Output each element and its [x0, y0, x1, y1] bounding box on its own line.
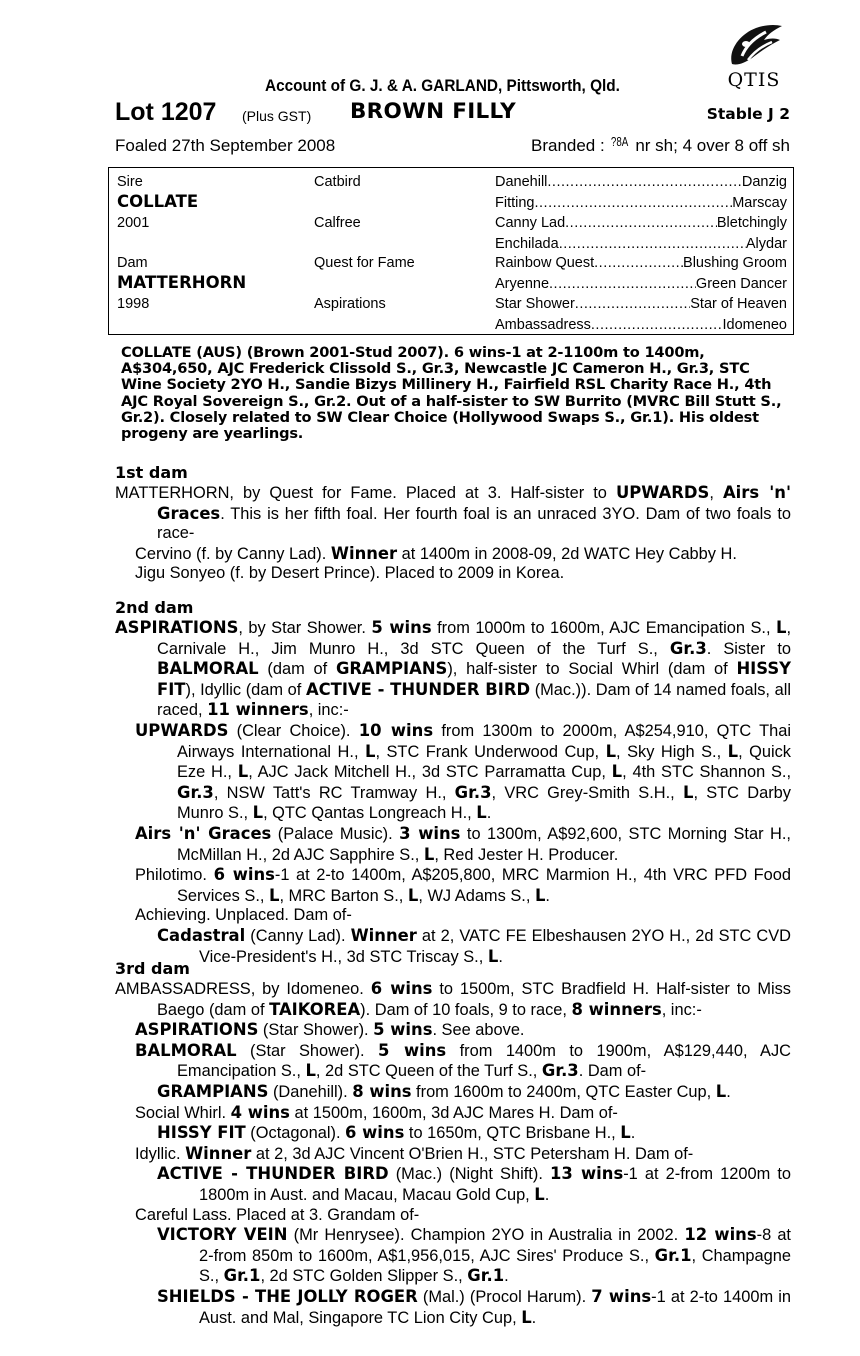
bold-text: L: [715, 1081, 727, 1101]
bold-text: UPWARDS: [135, 720, 229, 740]
branded-details: nr sh; 4 over 8 off sh: [635, 136, 790, 155]
pedigree-entry: [115, 721, 791, 824]
greatgrand-row: [495, 174, 787, 191]
entry-text: at 2, 3d AJC Vincent O'Brien H., STC Petersham H. Dam of-: [251, 1144, 694, 1163]
bold-text: L: [534, 885, 546, 905]
greatgrand-dam: Bletchingly: [716, 215, 787, 231]
entry-text: MATTERHORN, by Quest for Fame. Placed at 3. Half-sister to: [115, 484, 616, 502]
sire-label: Sire: [117, 174, 143, 190]
entry-text: Idyllic.: [135, 1144, 186, 1163]
bold-text: BALMORAL: [157, 659, 259, 679]
bold-text: 10 wins: [358, 720, 434, 740]
greatgrand-row: [495, 317, 787, 334]
bold-text: 8 winners: [571, 999, 662, 1019]
bold-text: L: [727, 741, 739, 761]
entry-text: (Mac.) (Night Shift).: [388, 1165, 550, 1184]
bold-text: L: [521, 1307, 532, 1327]
bold-text: ACTIVE - THUNDER BIRD: [157, 1164, 389, 1184]
entry-text: Achieving. Unplaced. Dam of-: [135, 906, 352, 925]
entry-text: at 1500m, 1600m, 3d AJC Mares H. Dam of-: [289, 1103, 618, 1122]
pedigree-table: [108, 167, 794, 335]
pedigree-entry: [115, 906, 791, 926]
entry-text: . Sister to: [706, 639, 791, 658]
entry-text: -8 at 2-from 850m to 1600m, A$1,956,015, AJC Sires' Produce S.,: [199, 1226, 791, 1265]
bold-text: 3 wins: [399, 823, 461, 843]
bold-text: L: [611, 762, 623, 782]
bold-text: L: [775, 618, 787, 637]
qtis-logo: [718, 20, 790, 96]
bold-text: Gr.1: [654, 1245, 692, 1265]
third-dam-entries: [115, 979, 791, 1328]
greatgrand-sire: Star Shower: [495, 296, 575, 312]
entry-text: , 4th STC Shannon S.,: [622, 763, 791, 782]
entry-text: , Carnivale H., Jim Munro H., 3d STC Queen of the Turf S.,: [157, 619, 791, 658]
entry-text: -1 at 2-to 1400m in Aust. and Mal, Singapore TC Lion City Cup,: [199, 1287, 791, 1327]
entry-text: at 2, VATC FE Elbeshausen 2YO H., 2d STC CVD Vice-President's H., 3d STC Triscay S.,: [199, 926, 791, 966]
pedigree-entry: [115, 1020, 791, 1041]
entry-text: from 1000m to 1600m, AJC Emancipation S.,: [431, 619, 776, 637]
bold-text: L: [305, 1061, 316, 1081]
foaled-date: Foaled 27th September 2008: [115, 136, 336, 155]
greatgrand-row: [495, 276, 787, 293]
logo-text: QTIS: [727, 69, 781, 91]
entry-text: , NSW Tatt's RC Tramway H.,: [213, 783, 455, 802]
pedigree-entry: [115, 483, 791, 544]
entry-text: to 1300m, A$92,600, STC Morning Star H., McMillan H., 2d AJC Sapphire S.,: [177, 824, 791, 864]
first-dam-entries: [115, 483, 791, 584]
bold-text: GRAMPIANS: [157, 1081, 269, 1101]
sire-sire: Catbird: [314, 174, 361, 190]
entry-text: . This is her fifth foal. Her fourth foal is an unraced 3YO. Dam of two foals to race-: [157, 504, 791, 543]
entry-text: .: [531, 1308, 537, 1327]
bold-text: Gr.3: [454, 782, 492, 802]
pedigree-entry: [115, 824, 791, 865]
second-dam-heading: 2nd dam: [115, 598, 194, 617]
entry-text: , MRC Barton S.,: [279, 886, 408, 905]
entry-text: ), half-sister to Social Whirl (dam of: [447, 660, 737, 679]
entry-text: , Quick Eze H.,: [177, 742, 792, 782]
greatgrand-dam: Blushing Groom: [683, 255, 787, 271]
pedigree-entry: [115, 1287, 791, 1328]
bold-text: L: [252, 803, 264, 823]
pedigree-entry: [115, 1164, 791, 1205]
entry-text: -1 at 2-from 1200m to 1800m in Aust. and Macau, Macau Gold Cup,: [199, 1165, 791, 1204]
entry-text: from 1300m to 2000m, A$254,910, QTC Thai Airways International H.,: [177, 721, 792, 761]
bold-text: 12 wins: [684, 1225, 757, 1245]
bold-text: L: [407, 885, 419, 905]
lot-line: [115, 98, 790, 128]
pedigree-entry: [115, 865, 791, 906]
bold-text: Airs 'n' Graces: [135, 823, 272, 843]
greatgrand-row: [495, 195, 787, 212]
bold-text: Airs 'n' Graces: [157, 483, 791, 523]
greatgrand-dam: Idomeneo: [722, 316, 787, 333]
dam-sire: Quest for Fame: [314, 255, 415, 271]
greatgrand-dam: Green Dancer: [695, 275, 787, 292]
plus-gst-note: (Plus GST): [242, 108, 312, 124]
entry-text: to 1650m, QTC Brisbane H.,: [404, 1124, 621, 1143]
bold-text: Gr.3: [541, 1061, 579, 1081]
qtis-horse-head-icon: [722, 20, 786, 70]
entry-text: . See above.: [432, 1021, 525, 1040]
bold-text: BALMORAL: [135, 1040, 237, 1060]
bold-text: Gr.3: [177, 782, 214, 802]
entry-text: , inc:-: [308, 701, 349, 720]
entry-text: Careful Lass. Placed at 3. Grandam of-: [135, 1205, 420, 1224]
pedigree-entry: [115, 618, 791, 721]
greatgrand-sire: Ambassadress: [495, 316, 591, 333]
entry-text: , inc:-: [661, 1000, 702, 1019]
bold-text: Winner: [330, 543, 398, 563]
bold-text: L: [476, 803, 487, 823]
bold-text: 4 wins: [230, 1102, 290, 1122]
entry-text: .: [544, 1185, 550, 1204]
pedigree-entry: [115, 979, 791, 1020]
entry-text: (Mal.) (Procol Harum).: [417, 1287, 592, 1306]
bold-text: L: [365, 741, 376, 761]
bold-text: Gr.3: [669, 638, 707, 658]
lot-number: Lot 1207: [115, 98, 217, 126]
bold-text: ASPIRATIONS: [115, 618, 239, 637]
bold-text: 13 wins: [549, 1164, 624, 1184]
pedigree-entry: [115, 1225, 791, 1287]
entry-text: ,: [709, 484, 723, 502]
first-dam-section: [115, 463, 791, 584]
first-dam-heading: 1st dam: [115, 463, 188, 482]
entry-text: , 2d STC Golden Slipper S.,: [260, 1267, 468, 1286]
greatgrand-sire: Danehill: [495, 174, 548, 190]
entry-text: Jigu Sonyeo (f. by Desert Prince). Placed to 2009 in Korea.: [135, 564, 565, 583]
bold-text: 6 wins: [345, 1123, 405, 1143]
greatgrand-sire: Rainbow Quest: [495, 255, 595, 271]
entry-text: (Mac.)). Dam of 14 named foals, all raced,: [157, 680, 791, 720]
bold-text: 7 wins: [591, 1286, 652, 1306]
entry-text: -1 at 2-to 1400m, A$205,800, MRC Marmion H., 4th VRC PFD Food Services S.,: [177, 866, 791, 905]
bold-text: L: [534, 1184, 545, 1204]
bold-text: TAIKOREA: [269, 999, 361, 1019]
third-dam-section: [115, 959, 791, 1328]
greatgrand-dam: Marscay: [732, 194, 787, 211]
entry-text: (Palace Music).: [271, 824, 400, 843]
pedigree-entry: [115, 1041, 791, 1082]
entry-text: , Champagne S.,: [199, 1246, 791, 1286]
bold-text: L: [487, 946, 499, 966]
entry-text: Philotimo.: [135, 866, 214, 885]
bold-text: 5 wins: [373, 1020, 433, 1040]
bold-text: L: [269, 885, 280, 905]
vendor-account: Account of G. J. & A. GARLAND, Pittsworth, Qld.: [265, 77, 620, 95]
dam-name: MATTERHORN: [117, 273, 247, 292]
bold-text: HISSY FIT: [157, 1123, 246, 1143]
entry-text: .: [504, 1267, 509, 1286]
entry-text: ), Idyllic (dam of: [185, 680, 306, 699]
pedigree-entry: [115, 1123, 791, 1144]
entry-text: , 2d STC Queen of the Turf S.,: [315, 1062, 542, 1081]
entry-text: .: [630, 1124, 636, 1143]
bold-text: 5 wins: [378, 1040, 447, 1060]
greatgrand-row: [495, 215, 787, 232]
pedigree-entry: [115, 1103, 791, 1124]
bold-text: Winner: [350, 925, 417, 945]
sire-dam: Calfree: [314, 215, 361, 231]
entry-text: .: [486, 804, 492, 823]
stable-number: Stable J 2: [706, 105, 790, 123]
pedigree-entry: [115, 544, 791, 565]
entry-text: (Danehill).: [268, 1082, 353, 1101]
entry-text: (Canny Lad).: [245, 926, 351, 945]
entry-text: Cervino (f. by Canny Lad).: [135, 544, 331, 563]
greatgrand-dam: Alydar: [745, 235, 787, 252]
bold-text: L: [682, 782, 694, 802]
greatgrand-sire: Fitting: [495, 194, 535, 211]
entry-text: from 1600m to 2400m, QTC Easter Cup,: [411, 1082, 716, 1101]
bold-text: Cadastral: [157, 925, 246, 945]
bold-text: L: [605, 741, 617, 761]
bold-text: 5 wins: [371, 618, 432, 637]
second-dam-section: [115, 598, 791, 967]
branded-label: Branded :: [530, 136, 605, 155]
entry-text: , WJ Adams S.,: [418, 886, 535, 905]
pedigree-entry: [115, 1144, 791, 1165]
sire-name: COLLATE: [117, 192, 199, 211]
greatgrand-sire: Aryenne: [495, 275, 550, 292]
entry-text: , VRC Grey-Smith S.H.,: [491, 783, 683, 802]
entry-text: (dam of: [258, 660, 336, 679]
entry-text: , Red Jester H. Producer.: [434, 845, 619, 864]
greatgrand-row: [495, 255, 787, 272]
entry-text: ). Dam of 10 foals, 9 to race,: [360, 1000, 572, 1019]
bold-text: Gr.1: [223, 1266, 261, 1286]
bold-text: UPWARDS: [615, 483, 710, 502]
entry-text: , STC Frank Underwood Cup,: [375, 742, 606, 761]
entry-text: (Star Shower).: [236, 1041, 379, 1060]
entry-text: (Octagonal).: [245, 1124, 346, 1143]
entry-text: .: [498, 947, 503, 966]
greatgrand-row: [495, 296, 787, 313]
bold-text: VICTORY VEIN: [157, 1225, 288, 1245]
entry-text: . Dam of-: [578, 1062, 647, 1081]
bold-text: L: [620, 1123, 631, 1143]
entry-text: , QTC Qantas Longreach H.,: [263, 804, 477, 823]
bold-text: HISSY FIT: [157, 659, 791, 699]
entry-text: from 1400m to 1900m, A$129,440, AJC Emancipation S.,: [177, 1041, 791, 1081]
bold-text: 11 winners: [207, 700, 309, 720]
entry-text: to 1500m, STC Bradfield H. Half-sister to Miss Baego (dam of: [157, 980, 791, 1019]
greatgrand-sire: Canny Lad: [495, 215, 566, 231]
entry-text: , STC Darby Munro S.,: [177, 783, 791, 823]
entry-text: , by Star Shower.: [238, 619, 372, 637]
greatgrand-row: [495, 236, 787, 253]
greatgrand-dam: Star of Heaven: [690, 296, 787, 312]
bold-text: GRAMPIANS: [335, 659, 448, 679]
dam-year: 1998: [117, 296, 150, 312]
entry-text: , AJC Jack Mitchell H., 3d STC Parramatta Cup,: [248, 763, 612, 782]
branded-line: [531, 134, 790, 156]
dam-dam: Aspirations: [314, 296, 386, 312]
third-dam-heading: 3rd dam: [115, 959, 190, 978]
sire-record-paragraph: COLLATE (AUS) (Brown 2001-Stud 2007). 6 wins-1 at 2-1100m to 1400m, A$304,650, AJC Frederick Clissold S., Gr.3, Newcastle JC Cameron H., Gr.3, STC Wine Society 2YO H., Sandie Bizys Millinery H., Fairfield RSL Charity Race H., 4th AJC Royal Sovereign S., Gr.2. Out of a half-sister to SW Burrito (MVRC Bill Stutt S., Gr.2). Closely related to SW Clear Choice (Hollywood Swaps S., Gr.1). His oldest progeny are yearlings.: [121, 344, 782, 443]
entry-text: .: [726, 1082, 731, 1101]
entry-text: Social Whirl.: [135, 1103, 231, 1122]
bold-text: 8 wins: [352, 1081, 412, 1101]
bold-text: 6 wins: [370, 979, 433, 998]
second-dam-entries: [115, 618, 791, 967]
pedigree-entry: [115, 564, 791, 584]
horse-description: BROWN FILLY: [350, 99, 517, 124]
bold-text: ASPIRATIONS: [135, 1020, 259, 1040]
bold-text: Gr.1: [467, 1266, 505, 1286]
bold-text: L: [237, 762, 249, 782]
brand-mark: ?8A: [611, 134, 629, 149]
entry-text: (Mr Henrysee). Champion 2YO in Australia in 2002.: [287, 1226, 685, 1245]
pedigree-entry: [115, 1206, 791, 1226]
entry-text: , Sky High S.,: [616, 742, 728, 761]
greatgrand-sire: Enchilada: [495, 235, 559, 252]
bold-text: 6 wins: [213, 865, 275, 885]
bold-text: ACTIVE - THUNDER BIRD: [305, 679, 531, 699]
bold-text: SHIELDS - THE JOLLY ROGER: [157, 1286, 418, 1306]
entry-text: .: [545, 886, 550, 905]
entry-text: (Clear Choice).: [228, 721, 359, 740]
bold-text: Winner: [185, 1143, 252, 1163]
bold-text: L: [423, 844, 435, 864]
pedigree-entry: [115, 1082, 791, 1103]
greatgrand-dam: Danzig: [741, 174, 787, 190]
entry-text: (Star Shower).: [258, 1021, 374, 1040]
entry-text: AMBASSADRESS, by Idomeneo.: [115, 980, 371, 998]
dam-label: Dam: [117, 255, 148, 271]
sire-year: 2001: [117, 215, 150, 231]
entry-text: at 1400m in 2008-09, 2d WATC Hey Cabby H.: [397, 544, 737, 563]
